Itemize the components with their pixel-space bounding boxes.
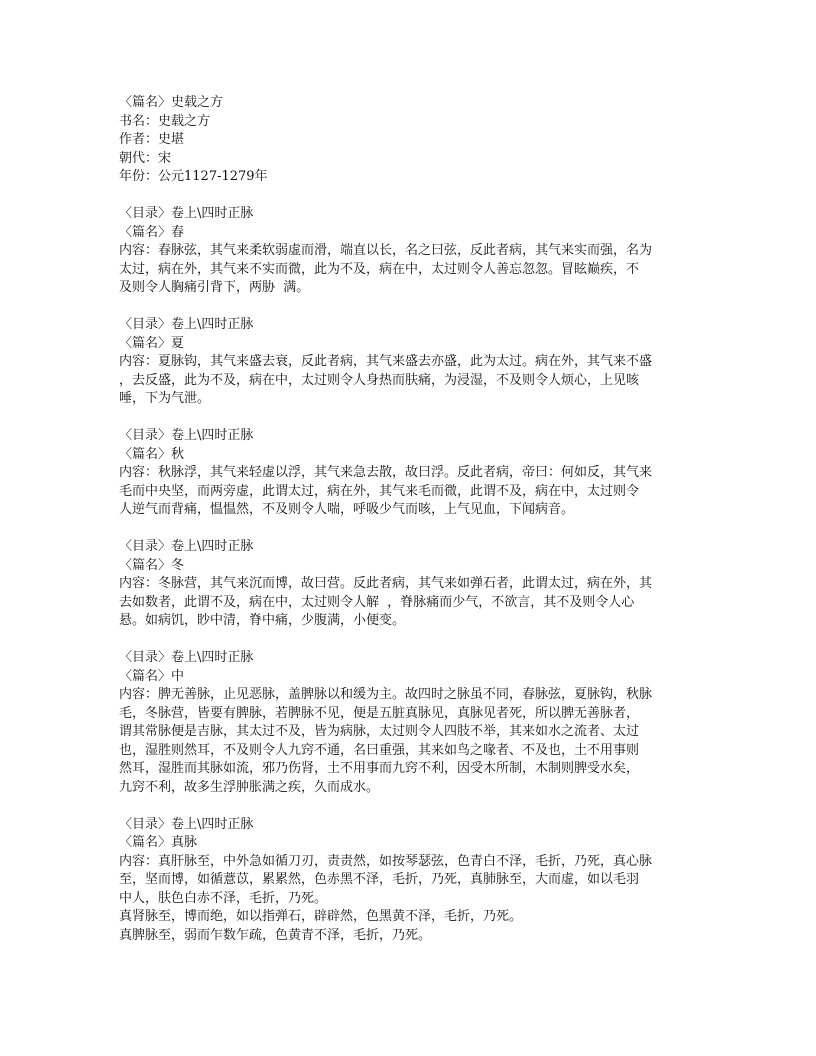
spacer — [119, 298, 704, 317]
author-line: 作者：史堪 — [119, 132, 185, 147]
content-line: 及则令人胸痛引背下，两胁 满。 — [119, 280, 310, 295]
content-line: 人逆气而背痛，愠愠然，不及则令人喘，呼吸少气而咳，上气见血，下闻病音。 — [119, 502, 575, 517]
book-line: 书名：史载之方 — [119, 113, 211, 129]
catalog-line: 〈目录〉卷上\四时正脉 — [119, 428, 254, 443]
spacer — [119, 187, 704, 206]
content-line: 真脾脉至，弱而乍数乍疏，色黄青不泽，毛折，乃死。 — [119, 927, 432, 943]
dynasty-line: 朝代：宋 — [119, 150, 172, 166]
section-center — [119, 649, 704, 797]
spacer — [119, 797, 704, 816]
content-line: 至，坚而博，如循薏苡，累累然，色赤黑不泽，毛折，乃死，真肺脉至，大而虚，如以毛羽 — [119, 872, 640, 887]
catalog-line: 〈目录〉卷上\四时正脉 — [119, 816, 254, 832]
content-line: 九窍不利，故多生浮肿胀满之疾，久而成水。 — [119, 779, 380, 795]
title-line: 〈篇名〉史载之方 — [119, 95, 224, 110]
content-line: 内容：春脉弦，其气来柔软弱虚而滑，端直以长，名之曰弦，反此者病，其气来实而强，名为 — [119, 243, 653, 258]
content-line: 内容：脾无善脉，止见恶脉，盖脾脉以和缓为主。故四时之脉虽不同，春脉弦，夏脉钩，秋脉 — [119, 687, 653, 702]
content-line: 中人，肤色白赤不泽，毛折，乃死。 — [119, 890, 328, 906]
content-line: 然耳，湿胜而其脉如流，邪乃伤肾，土不用事而九窍不利，因受木所制，木制则脾受水矣， — [119, 761, 640, 776]
document-header — [119, 94, 704, 187]
chapter-line: 〈篇名〉秋 — [119, 446, 185, 462]
chapter-line: 〈篇名〉冬 — [119, 557, 185, 573]
section-autumn — [119, 427, 704, 520]
content-line: 内容：真肝脉至，中外急如循刀刃，责责然，如按琴瑟弦，色青白不泽，毛折，乃死，真心脉 — [119, 853, 653, 869]
content-line: 内容：秋脉浮，其气来轻虚以浮，其气来急去散，故曰浮。反此者病，帝曰：何如反，其气来 — [119, 465, 653, 480]
spacer — [119, 409, 704, 428]
catalog-line: 〈目录〉卷上\四时正脉 — [119, 206, 254, 221]
content-line: 内容：冬脉营，其气来沉而博，故曰营。反此者病，其气来如弹石者，此谓太过，病在外，其 — [119, 576, 653, 591]
section-true-pulse — [119, 816, 704, 946]
content-line: 真肾脉至，博而绝，如以指弹石，辟辟然，色黑黄不泽，毛折，乃死。 — [119, 909, 523, 924]
catalog-line: 〈目录〉卷上\四时正脉 — [119, 539, 254, 554]
content-line: 悬。如病饥，眇中清，脊中痛，少腹满，小便变。 — [119, 613, 406, 628]
chapter-line: 〈篇名〉夏 — [119, 335, 185, 351]
content-line: ，去反盛，此为不及，病在中，太过则令人身热而肤痛，为浸湿，不及则令人烦心，上见咳 — [119, 372, 640, 388]
catalog-line: 〈目录〉卷上\四时正脉 — [119, 317, 254, 332]
content-line: 太过，病在外，其气来不实而微，此为不及，病在中，太过则令人善忘忽忽。冒眩巅疾，不 — [119, 261, 640, 277]
content-line: 毛，冬脉营，皆要有脾脉，若脾脉不见，便是五脏真脉见，真脉见者死，所以脾无善脉者， — [119, 705, 640, 721]
content-line: 毛而中央坚，而两旁虚，此谓太过，病在外，其气来毛而微，此谓不及，病在中，太过则令 — [119, 483, 640, 499]
content-line: 谓其常脉便是吉脉，其太过不及，皆为病脉，太过则令人四肢不举，其来如水之流者、太过 — [119, 724, 640, 739]
spacer — [119, 631, 704, 650]
section-spring — [119, 205, 704, 298]
chapter-line: 〈篇名〉春 — [119, 224, 185, 240]
document-page — [119, 94, 704, 945]
section-summer — [119, 316, 704, 409]
section-winter — [119, 538, 704, 631]
chapter-line: 〈篇名〉中 — [119, 668, 185, 684]
content-line: 唾，下为气泄。 — [119, 391, 211, 406]
content-line: 也，湿胜则然耳，不及则令人九窍不通，名曰重强，其来如鸟之喙者、不及也，土不用事则 — [119, 742, 640, 758]
chapter-line: 〈篇名〉真脉 — [119, 835, 198, 850]
content-line: 内容：夏脉钩，其气来盛去衰，反此者病，其气来盛去亦盛，此为太过。病在外，其气来不盛 — [119, 354, 653, 369]
spacer — [119, 520, 704, 539]
years-line: 年份：公元1127-1279年 — [119, 169, 268, 184]
catalog-line: 〈目录〉卷上\四时正脉 — [119, 650, 254, 665]
content-line: 去如数者，此谓不及，病在中，太过则令人解 ，脊脉痛而少气，不欲言，其不及则令人心 — [119, 594, 635, 610]
